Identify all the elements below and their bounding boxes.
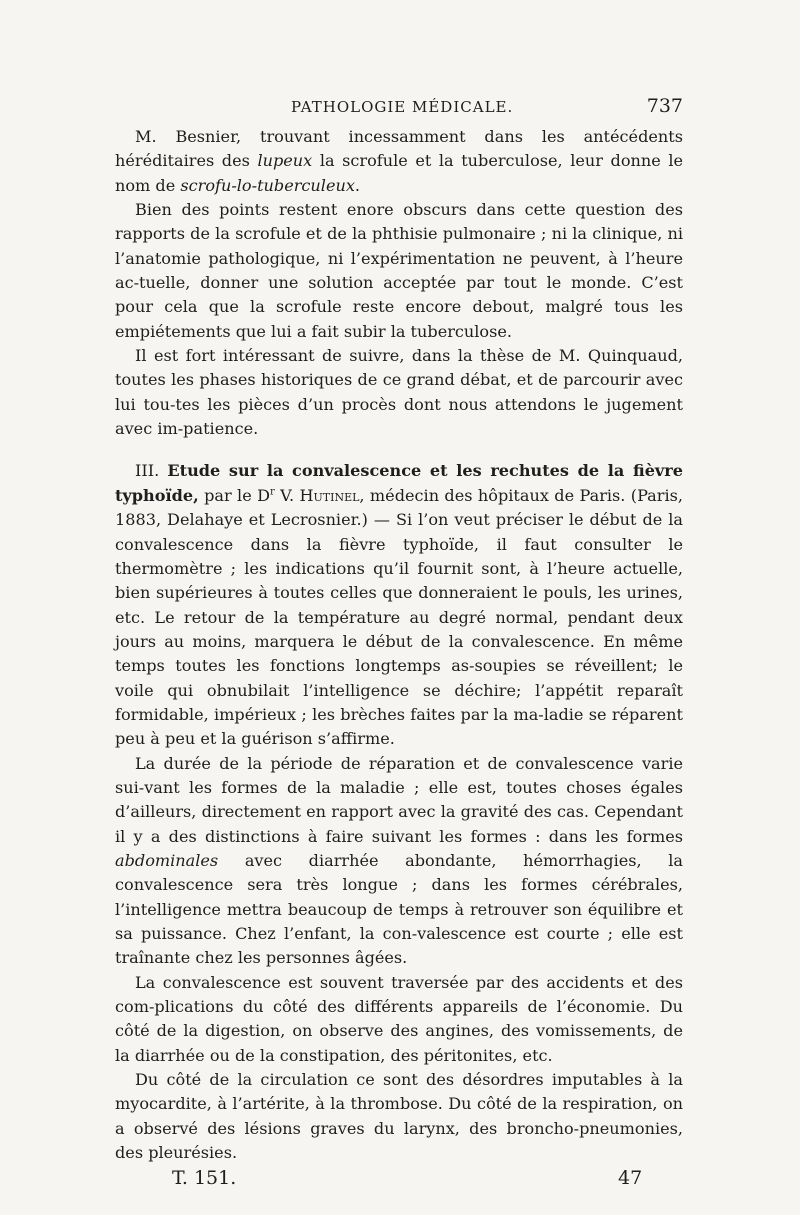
section-title: Etude sur la convalescence et les rechutes de la fièvre typhoïde,	[115, 461, 684, 505]
body-text	[115, 125, 683, 1165]
author-name: Hutinel	[299, 485, 360, 505]
page-number: 737	[646, 95, 683, 117]
sheet-number: 47	[618, 1167, 643, 1190]
paragraph-duree: La durée de la période de réparation et de convalescence varie sui-vant les formes de la maladie ; elle est, toutes choses égales d’ailleurs, directement en rapport avec la gravité des cas. Cependant il y a des distinctions à faire suivant les formes : dans les formes abdominales avec diarrhée abondante, hémorrhagies, la convalescence sera très longue ; dans les formes cérébrales, l’intelligence mettra beaucoup de temps à retrouver son équilibre et sa puissance. Chez l’enfant, la con-valescence est courte ; elle est traînante chez les personnes âgées.	[115, 753, 683, 968]
paragraph-besnier: M. Besnier, trouvant incessamment dans les antécédents héréditaires des lupeux la scrofule et la tuberculose, leur donne le nom de scrofu-lo-tuberculeux.	[115, 127, 684, 195]
paragraph-quinquaud: Il est fort intéressant de suivre, dans la thèse de M. Quinquaud, toutes les phases historiques de ce grand débat, et de parcourir avec lui tou-tes les pièces d’un procès dont nous attendons le jugement avec im-patience.	[115, 346, 683, 439]
book-page	[115, 95, 683, 1193]
page-footer	[115, 1167, 683, 1193]
paragraph-scrofule-phthisie: Bien des points restent enore obscurs dans cette question des rapports de la scrofule et de la phthisie pulmonaire ; ni la clinique, ni l’anatomie pathologique, ni l’expérimentation ne peuvent, à l’heure ac-tuelle, donner une solution acceptée par tout le monde. C’est pour cela que la scrofule reste encore debout, malgré tous les empiétements que lui a fait subir la tuberculose.	[115, 200, 683, 341]
running-title: PATHOLOGIE MÉDICALE.	[291, 98, 514, 116]
italic-term: scrofu-lo-tuberculeux	[180, 175, 355, 195]
paragraph-circulation: Du côté de la circulation ce sont des désordres imputables à la myocardite, à l’artérite, à la thrombose. Du côté de la respiration, on a observé des lésions graves du larynx, des broncho-pneumonies, des pleurésies.	[115, 1070, 683, 1163]
section-number: III.	[135, 461, 168, 481]
italic-term: lupeux	[257, 151, 313, 171]
italic-term: abdominales	[115, 850, 219, 870]
page-header	[115, 95, 683, 125]
paragraph-complications: La convalescence est souvent traversée par des accidents et des com-plications du côté des différents appareils de l’économie. Du côté de la digestion, on observe des angines, des vomissements, de la diarrhée ou de la constipation, des péritonites, etc.	[115, 972, 683, 1065]
section-iii-paragraph: III. Etude sur la convalescence et les rechutes de la fièvre typhoïde, par le $D^r$ V. Hutinel, médecin des hôpitaux de Paris. (Paris, 1883, Delahaye et Lecrosnier.) — Si l’on veut préciser le début de la convalescence dans la fièvre typhoïde, il faut consulter le thermomètre ; les indications qu’il fournit sont, à l’heure actuelle, bien supérieures à toutes celles que donneraient le pouls, les urines, etc. Le retour de la température au degré normal, pendant deux jours au moins, marquera le début de la convalescence. En même temps toutes les fonctions longtemps as-soupies se réveillent; le voile qui obnubilait l’intelligence se déchire; l’appétit reparaît formidable, impérieux ; les brèches faites par la ma-ladie se réparent peu à peu et la guérison s’affirme.	[115, 461, 684, 749]
signature-mark: T. 151.	[172, 1167, 237, 1190]
